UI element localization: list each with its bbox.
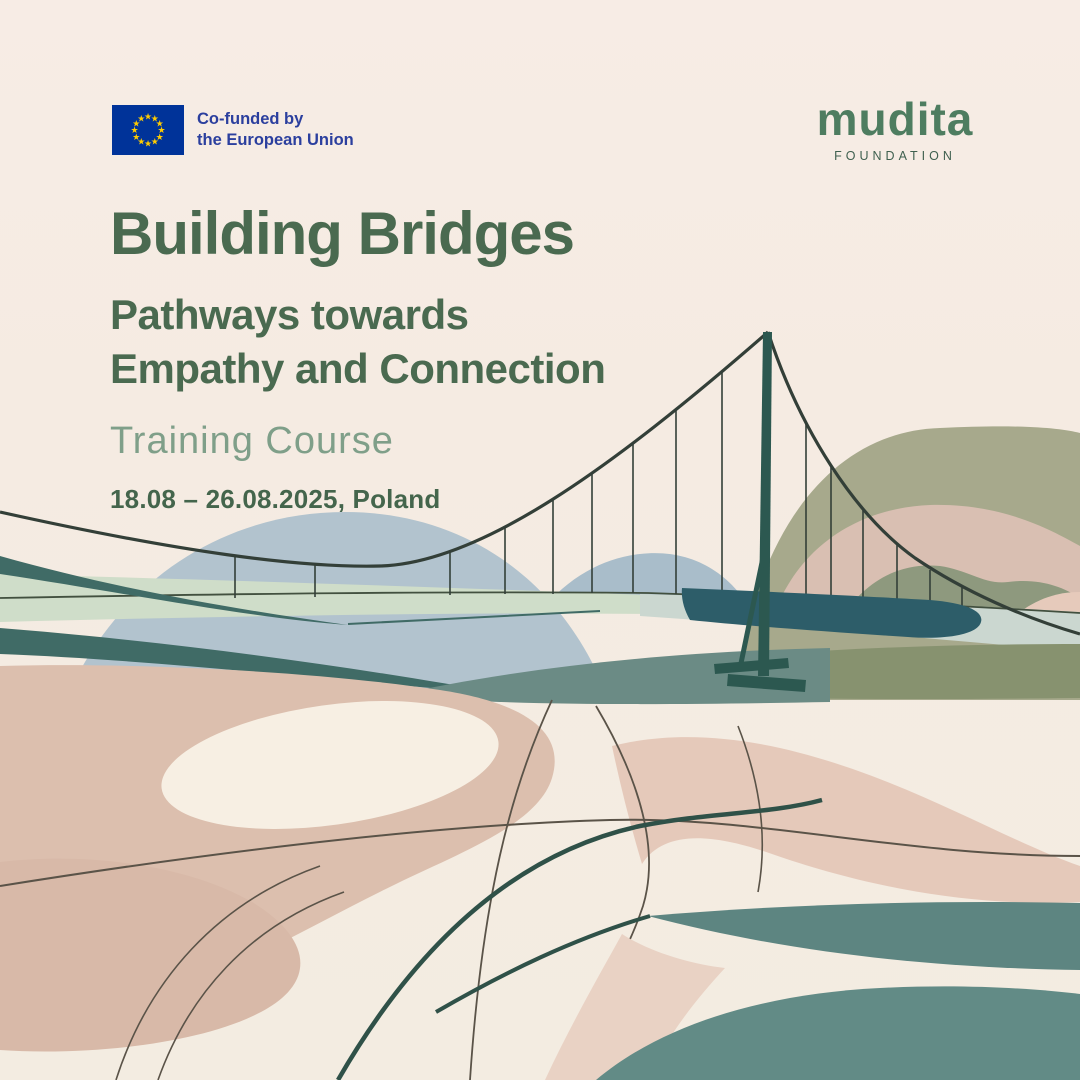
svg-text:★: ★ xyxy=(132,118,141,129)
title-block xyxy=(110,200,830,515)
bottom-teal-hills xyxy=(436,902,1080,1080)
svg-text:★: ★ xyxy=(155,118,164,129)
event-type-label: Training Course xyxy=(110,420,394,462)
poster-subtitle xyxy=(110,288,830,396)
mudita-foundation-label: FOUNDATION xyxy=(834,149,956,163)
poster-title: Building Bridges xyxy=(110,200,574,267)
svg-text:★: ★ xyxy=(150,136,159,147)
svg-text:★: ★ xyxy=(137,136,146,147)
teal-band xyxy=(648,902,1080,970)
eu-cofunded-label xyxy=(197,105,354,151)
svg-text:★: ★ xyxy=(143,138,153,149)
svg-text:★: ★ xyxy=(155,131,164,142)
eu-cofunded-line1: Co-funded by xyxy=(197,110,304,128)
event-date-location: 18.08 – 26.08.2025, Poland xyxy=(110,484,441,514)
eu-cofunded-badge xyxy=(112,105,354,155)
svg-text:★: ★ xyxy=(143,111,153,122)
mudita-wordmark: mudita xyxy=(816,93,974,145)
svg-text:★: ★ xyxy=(150,113,159,124)
svg-text:★: ★ xyxy=(157,125,166,135)
svg-text:★: ★ xyxy=(137,113,146,124)
mudita-logo xyxy=(790,93,1000,163)
eu-flag-icon xyxy=(112,105,184,155)
eu-cofunded-line2: the European Union xyxy=(197,131,354,150)
poster-subtitle-line2: Empathy and Connection xyxy=(110,345,606,392)
svg-text:★: ★ xyxy=(132,131,141,142)
poster-subtitle-line1: Pathways towards xyxy=(110,291,469,338)
svg-text:★: ★ xyxy=(130,125,139,135)
